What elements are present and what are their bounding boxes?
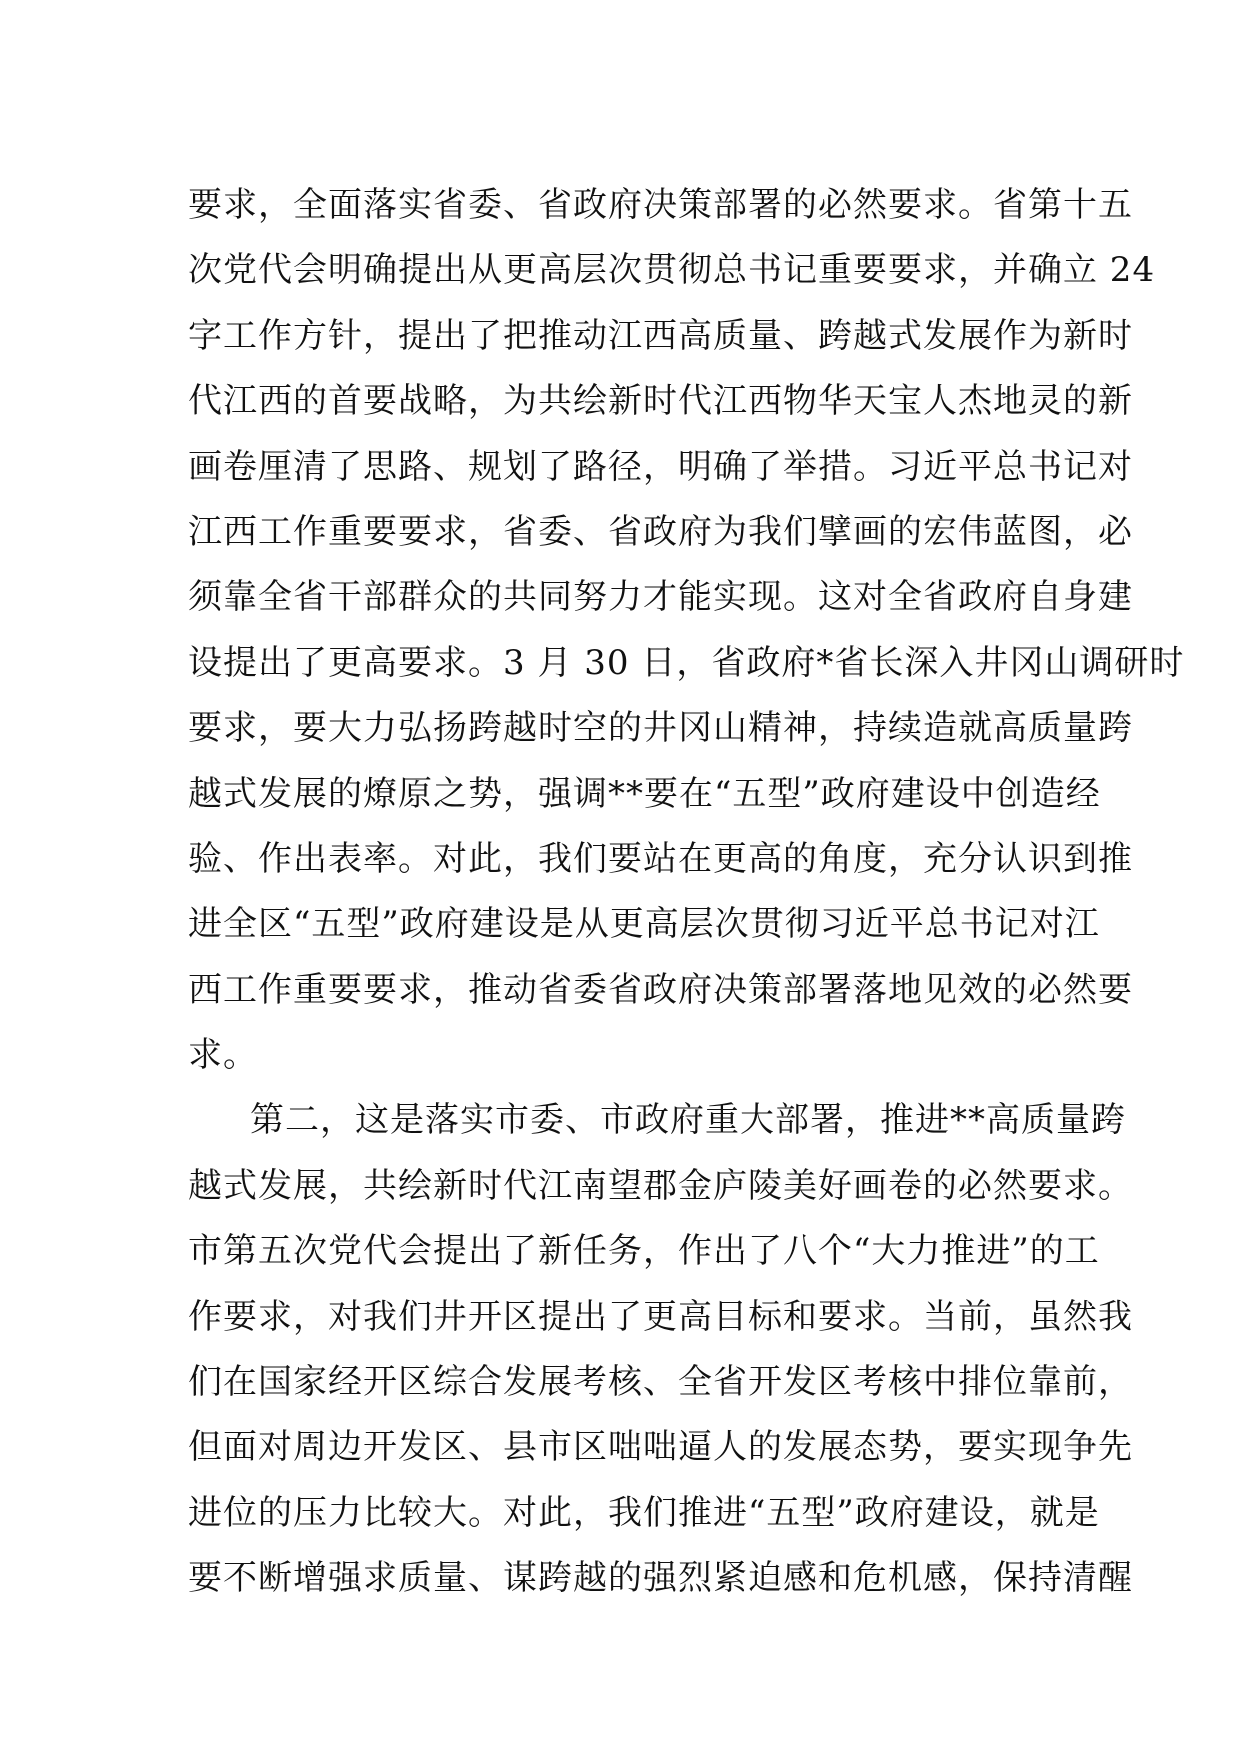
- text-line: 越式发展，共绘新时代江南望郡金庐陵美好画卷的必然要求。: [188, 1165, 1133, 1206]
- text-line: 们在国家经开区综合发展考核、全省开发区考核中排位靠前，: [188, 1362, 1133, 1403]
- text-line: 要求，全面落实省委、省政府决策部署的必然要求。省第十五: [188, 185, 1133, 225]
- paragraph-2: [188, 1088, 1133, 1611]
- text-line: 江西工作重要要求，省委、省政府为我们擘画的宏伟蓝图，必: [188, 511, 1133, 552]
- document-body: [188, 173, 1185, 1612]
- paragraph-1: [188, 173, 1185, 1088]
- text-line: 字工作方针，提出了把推动江西高质量、跨越式发展作为新时: [188, 315, 1133, 356]
- text-line-first-indented: 第二，这是落实市委、市政府重大部署，推进**高质量跨: [250, 1100, 1126, 1141]
- text-line: 代江西的首要战略，为共绘新时代江西物华天宝人杰地灵的新: [188, 381, 1133, 422]
- text-line: 进全区“五型”政府建设是从更高层次贯彻习近平总书记对江: [188, 904, 1100, 945]
- text-line: 次党代会明确提出从更高层次贯彻总书记重要要求，并确立 24: [188, 250, 1156, 291]
- text-line: 市第五次党代会提出了新任务，作出了八个“大力推进”的工: [188, 1231, 1100, 1272]
- text-line: 求。: [188, 1035, 258, 1076]
- text-line: 验、作出表率。对此，我们要站在更高的角度，充分认识到推: [188, 838, 1133, 879]
- text-line: 但面对周边开发区、县市区咄咄逼人的发展态势，要实现争先: [188, 1427, 1133, 1468]
- text-line: 要不断增强求质量、谋跨越的强烈紧迫感和危机感，保持清醒: [188, 1558, 1133, 1599]
- text-line: 进位的压力比较大。对此，我们推进“五型”政府建设，就是: [188, 1492, 1100, 1533]
- text-line: 西工作重要要求，推动省委省政府决策部署落地见效的必然要: [188, 969, 1133, 1010]
- text-line: 设提出了更高要求。3 月 30 日，省政府*省长深入井冈山调研时: [188, 642, 1185, 683]
- text-line: 画卷厘清了思路、规划了路径，明确了举措。习近平总书记对: [188, 446, 1133, 487]
- text-line: 须靠全省干部群众的共同努力才能实现。这对全省政府自身建: [188, 577, 1133, 618]
- text-line: 作要求，对我们井开区提出了更高目标和要求。当前，虽然我: [188, 1296, 1133, 1337]
- text-line: 要求，要大力弘扬跨越时空的井冈山精神，持续造就高质量跨: [188, 708, 1133, 749]
- text-line: 越式发展的燎原之势，强调**要在“五型”政府建设中创造经: [188, 773, 1101, 814]
